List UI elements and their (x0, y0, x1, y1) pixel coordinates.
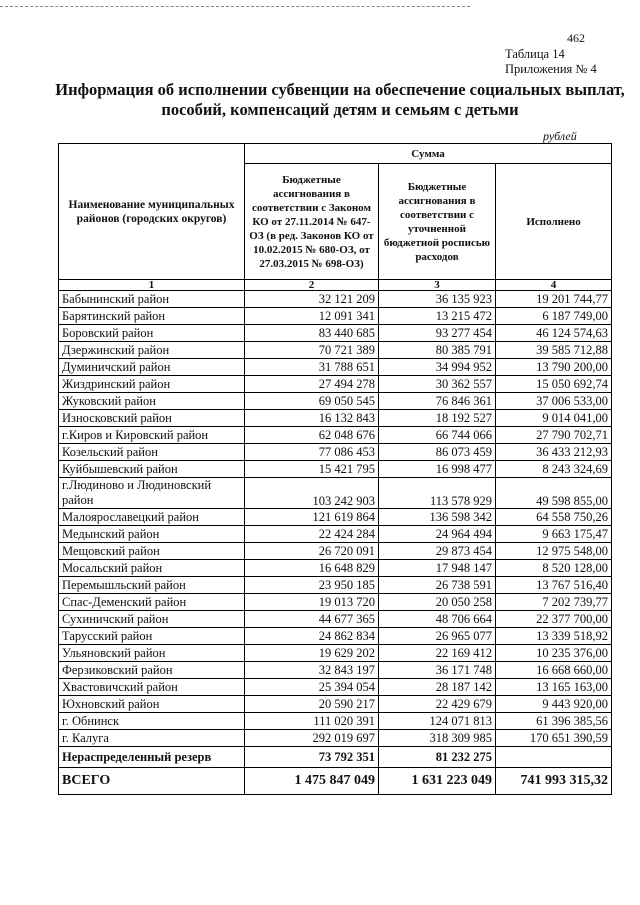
col3-value: 13 215 472 (379, 308, 496, 325)
district-name: Бабынинский район (59, 291, 245, 308)
district-name: Нераспределенный резерв (59, 747, 245, 768)
table-reference (505, 47, 597, 77)
col3-value: 86 073 459 (379, 444, 496, 461)
col4-value (496, 747, 612, 768)
district-name: Тарусский район (59, 628, 245, 645)
title-line-2: пособий, компенсаций детям и семьям с детьми (161, 100, 519, 119)
col3-value: 24 964 494 (379, 526, 496, 543)
col3-value: 318 309 985 (379, 730, 496, 747)
table-row (59, 577, 612, 594)
district-name: Юхновский район (59, 696, 245, 713)
col4-value: 39 585 712,88 (496, 342, 612, 359)
col4-value: 27 790 702,71 (496, 427, 612, 444)
col3-value: 28 187 142 (379, 679, 496, 696)
col2-value: 62 048 676 (245, 427, 379, 444)
table-row (59, 509, 612, 526)
col2-value: 121 619 864 (245, 509, 379, 526)
col4-value: 49 598 855,00 (496, 478, 612, 509)
col2-value: 25 394 054 (245, 679, 379, 696)
col4-value: 9 443 920,00 (496, 696, 612, 713)
col2-value: 69 050 545 (245, 393, 379, 410)
col-number-2: 2 (245, 280, 379, 291)
scan-top-line (0, 6, 470, 7)
table-row (59, 560, 612, 577)
col3-value: 29 873 454 (379, 543, 496, 560)
col4-value: 7 202 739,77 (496, 594, 612, 611)
page-number: 462 (567, 31, 585, 45)
col2-value: 32 843 197 (245, 662, 379, 679)
table-row (59, 594, 612, 611)
col4-value: 15 050 692,74 (496, 376, 612, 393)
col2-value: 26 720 091 (245, 543, 379, 560)
col2-value: 15 421 795 (245, 461, 379, 478)
col4-value: 6 187 749,00 (496, 308, 612, 325)
col2-value: 22 424 284 (245, 526, 379, 543)
title-line-1: Информация об исполнении субвенции на обеспечение социальных выплат, (55, 80, 625, 99)
district-name: Спас-Деменский район (59, 594, 245, 611)
col3-value: 22 169 412 (379, 645, 496, 662)
total-label: ВСЕГО (59, 768, 245, 795)
col3-value: 93 277 454 (379, 325, 496, 342)
col4-value: 36 433 212,93 (496, 444, 612, 461)
district-name: Малоярославецкий район (59, 509, 245, 526)
total-col3: 1 631 223 049 (379, 768, 496, 795)
document-title (40, 80, 640, 120)
col2-value: 83 440 685 (245, 325, 379, 342)
col4-value: 170 651 390,59 (496, 730, 612, 747)
col-number-3: 3 (379, 280, 496, 291)
total-col2: 1 475 847 049 (245, 768, 379, 795)
col2-value: 19 013 720 (245, 594, 379, 611)
district-name: Ферзиковский район (59, 662, 245, 679)
table-row (59, 444, 612, 461)
col2-value: 24 862 834 (245, 628, 379, 645)
table-row (59, 696, 612, 713)
district-name: Хвастовичский район (59, 679, 245, 696)
table-row (59, 526, 612, 543)
header-col4: Исполнено (496, 164, 612, 280)
table-row (59, 342, 612, 359)
col3-value: 16 998 477 (379, 461, 496, 478)
district-name: Мещовский район (59, 543, 245, 560)
col3-value: 22 429 679 (379, 696, 496, 713)
table-row (59, 325, 612, 342)
district-name: г.Людиново и Людиновский район (59, 478, 245, 509)
col2-value: 103 242 903 (245, 478, 379, 509)
table-row (59, 713, 612, 730)
col4-value: 9 014 041,00 (496, 410, 612, 427)
table-row (59, 308, 612, 325)
col3-value: 76 846 361 (379, 393, 496, 410)
table-row (59, 543, 612, 560)
col3-value: 34 994 952 (379, 359, 496, 376)
district-name: Сухиничский район (59, 611, 245, 628)
district-name: Перемышльский район (59, 577, 245, 594)
district-name: Козельский район (59, 444, 245, 461)
table-row (59, 427, 612, 444)
table-row (59, 410, 612, 427)
col3-value: 17 948 147 (379, 560, 496, 577)
col3-value: 26 738 591 (379, 577, 496, 594)
appendix-label: Приложения № 4 (505, 62, 597, 76)
table-row (59, 461, 612, 478)
col2-value: 20 590 217 (245, 696, 379, 713)
col2-value: 32 121 209 (245, 291, 379, 308)
col2-value: 27 494 278 (245, 376, 379, 393)
table-label: Таблица 14 (505, 47, 565, 61)
col3-value: 36 135 923 (379, 291, 496, 308)
col-number-4: 4 (496, 280, 612, 291)
table-row (59, 478, 612, 509)
col4-value: 9 663 175,47 (496, 526, 612, 543)
col2-value: 292 019 697 (245, 730, 379, 747)
col4-value: 61 396 385,56 (496, 713, 612, 730)
col4-value: 16 668 660,00 (496, 662, 612, 679)
col4-value: 13 790 200,00 (496, 359, 612, 376)
col2-value: 73 792 351 (245, 747, 379, 768)
total-col4: 741 993 315,32 (496, 768, 612, 795)
table-row (59, 611, 612, 628)
total-row (59, 768, 612, 795)
district-name: Мосальский район (59, 560, 245, 577)
district-name: г. Обнинск (59, 713, 245, 730)
district-name: Куйбышевский район (59, 461, 245, 478)
col4-value: 8 520 128,00 (496, 560, 612, 577)
col2-value: 44 677 365 (245, 611, 379, 628)
col2-value: 19 629 202 (245, 645, 379, 662)
table-row (59, 628, 612, 645)
col3-value: 136 598 342 (379, 509, 496, 526)
col4-value: 19 201 744,77 (496, 291, 612, 308)
header-col3: Бюджетные ассигнования в соответствии с уточненной бюджетной росписью расходов (379, 164, 496, 280)
district-name: Жиздринский район (59, 376, 245, 393)
header-name: Наименование муниципальных районов (городских округов) (59, 144, 245, 280)
col4-value: 22 377 700,00 (496, 611, 612, 628)
table-row (59, 645, 612, 662)
col2-value: 70 721 389 (245, 342, 379, 359)
col3-value: 26 965 077 (379, 628, 496, 645)
col2-value: 111 020 391 (245, 713, 379, 730)
district-name: г. Калуга (59, 730, 245, 747)
table-row (59, 730, 612, 747)
col4-value: 13 165 163,00 (496, 679, 612, 696)
district-name: Думиничский район (59, 359, 245, 376)
col2-value: 12 091 341 (245, 308, 379, 325)
col4-value: 8 243 324,69 (496, 461, 612, 478)
district-name: Ульяновский район (59, 645, 245, 662)
col2-value: 16 132 843 (245, 410, 379, 427)
col2-value: 77 086 453 (245, 444, 379, 461)
units-label: рублей (543, 129, 577, 143)
reserve-row (59, 747, 612, 768)
col3-value: 18 192 527 (379, 410, 496, 427)
col2-value: 23 950 185 (245, 577, 379, 594)
table-row (59, 662, 612, 679)
col3-value: 124 071 813 (379, 713, 496, 730)
col3-value: 80 385 791 (379, 342, 496, 359)
col3-value: 20 050 258 (379, 594, 496, 611)
header-col2: Бюджетные ассигнования в соответствии с Законом КО от 27.11.2014 № 647-ОЗ (в ред. Законов КО от 10.02.2015 № 680-ОЗ, от 27.03.2015 № 698-ОЗ) (245, 164, 379, 280)
table-row (59, 376, 612, 393)
col3-value: 48 706 664 (379, 611, 496, 628)
col4-value: 64 558 750,26 (496, 509, 612, 526)
col3-value: 30 362 557 (379, 376, 496, 393)
col-number-1: 1 (59, 280, 245, 291)
district-name: Жуковский район (59, 393, 245, 410)
district-name: Медынский район (59, 526, 245, 543)
col3-value: 36 171 748 (379, 662, 496, 679)
col4-value: 46 124 574,63 (496, 325, 612, 342)
district-name: г.Киров и Кировский район (59, 427, 245, 444)
table-row (59, 359, 612, 376)
header-sum: Сумма (245, 144, 612, 164)
col4-value: 12 975 548,00 (496, 543, 612, 560)
table-row (59, 291, 612, 308)
col4-value: 10 235 376,00 (496, 645, 612, 662)
district-name: Износковский район (59, 410, 245, 427)
table-body (59, 291, 612, 768)
district-name: Дзержинский район (59, 342, 245, 359)
col3-value: 81 232 275 (379, 747, 496, 768)
col4-value: 13 767 516,40 (496, 577, 612, 594)
col2-value: 16 648 829 (245, 560, 379, 577)
district-name: Барятинский район (59, 308, 245, 325)
col4-value: 13 339 518,92 (496, 628, 612, 645)
subvention-table (58, 143, 612, 795)
district-name: Боровский район (59, 325, 245, 342)
col3-value: 113 578 929 (379, 478, 496, 509)
col4-value: 37 006 533,00 (496, 393, 612, 410)
col3-value: 66 744 066 (379, 427, 496, 444)
table-row (59, 679, 612, 696)
col2-value: 31 788 651 (245, 359, 379, 376)
table-row (59, 393, 612, 410)
